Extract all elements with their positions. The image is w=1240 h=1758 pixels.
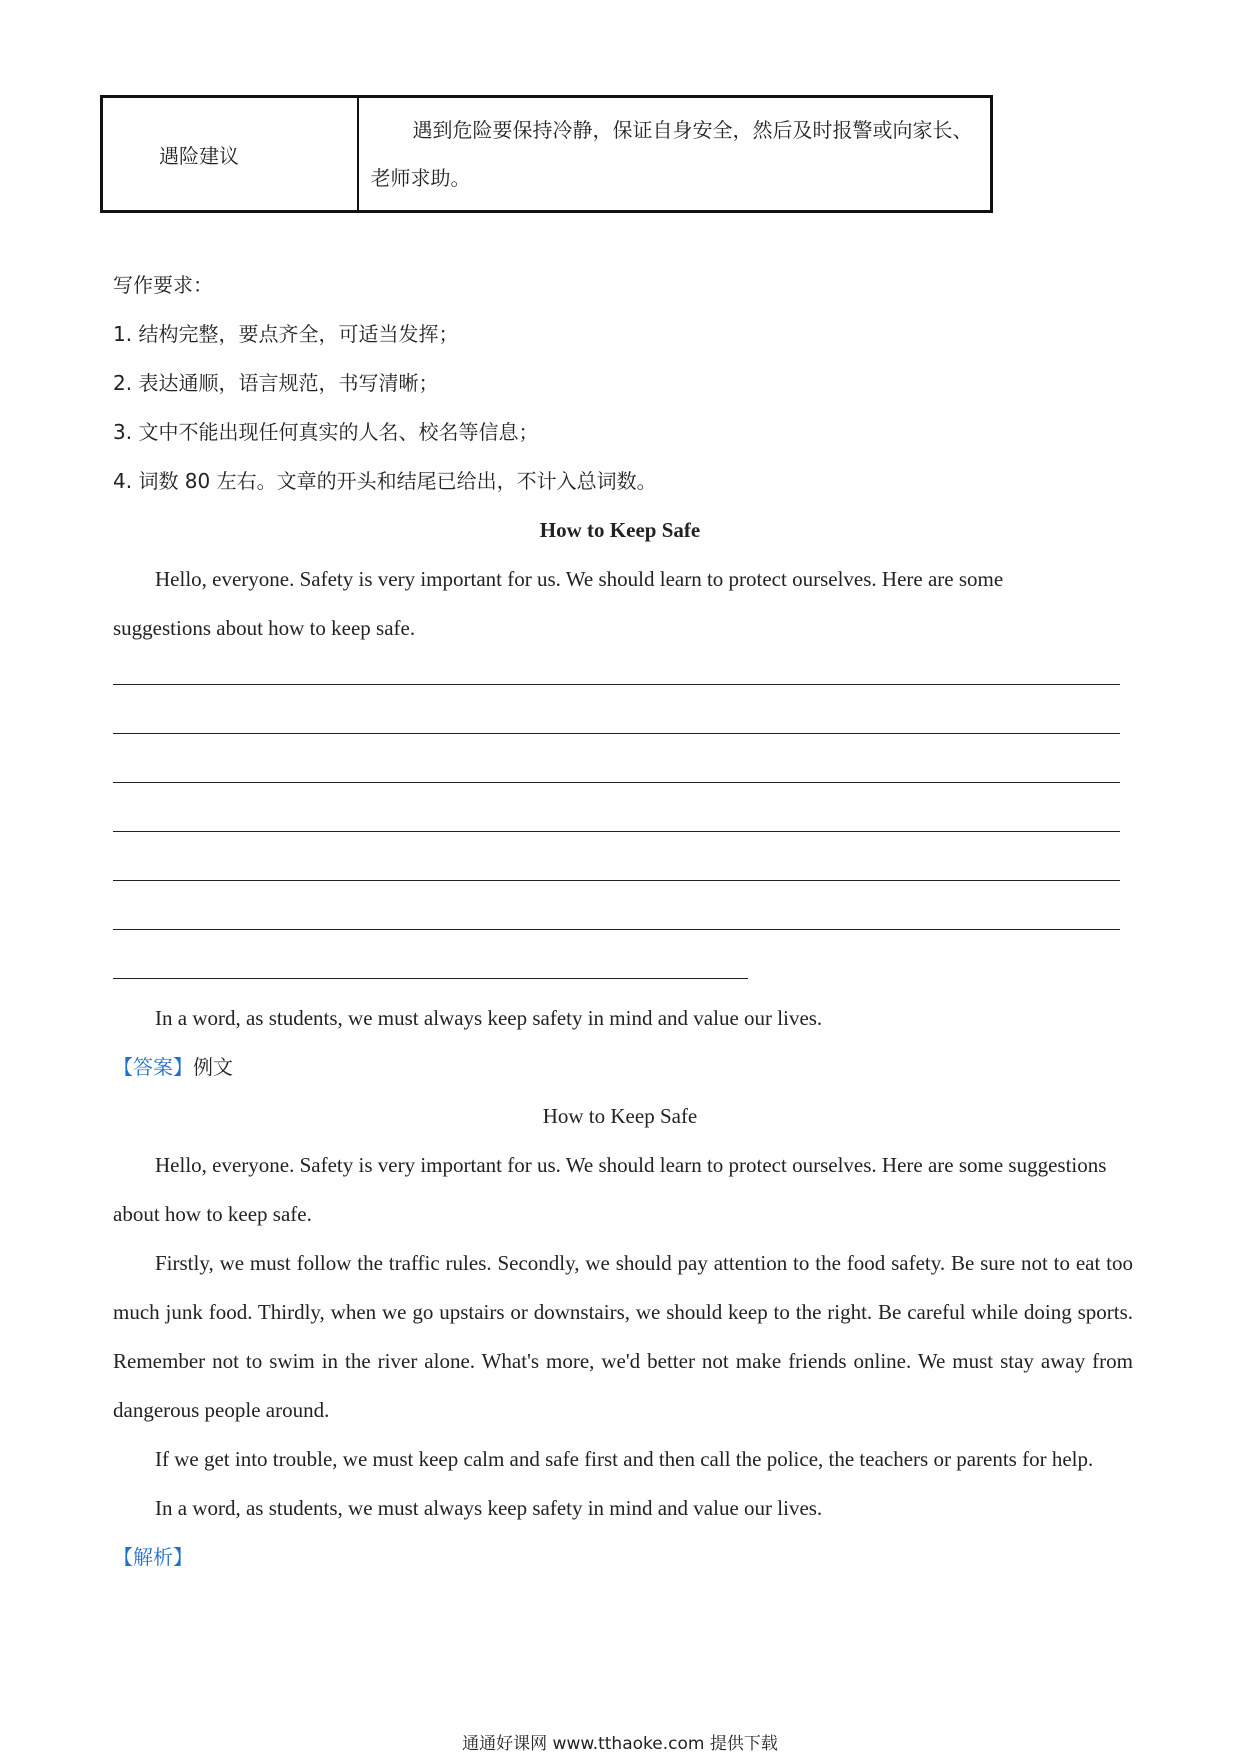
answer-paragraph: Firstly, we must follow the traffic rules. Secondly, we should pay attention to the food safety. Be sure not to eat too much junk food. Thirdly, when we go upstairs or downstairs, we should keep to the right. Be careful while doing sports. Remember not to swim in the river alone. What's more, we'd better not make friends online. We must stay away from dangerous people around. — [113, 1251, 1133, 1422]
essay-title: How to Keep Safe — [539, 518, 701, 542]
answer-paragraph: In a word, as students, we must always keep safety in mind and value our lives. — [155, 1496, 823, 1520]
answer-tag-suffix: 例文 — [193, 1055, 233, 1079]
page-footer: 通通好课网 www.tthaoke.com 提供下载 — [462, 1734, 778, 1754]
writing-line — [113, 831, 1120, 832]
writing-line — [113, 978, 748, 979]
tip-content: 遇到危险要保持冷静，保证自身安全，然后及时报警或向家长、老师求助。 — [358, 97, 992, 212]
writing-line — [113, 782, 1120, 783]
tip-table — [100, 95, 993, 213]
writing-line — [113, 929, 1120, 930]
requirement-item: 2. 表达通顺，语言规范，书写清晰； — [113, 371, 439, 395]
writing-line — [113, 880, 1120, 881]
answer-heading — [113, 1053, 233, 1081]
analysis-tag: 【解析】 — [113, 1545, 193, 1569]
requirement-item: 4. 词数 80 左右。文章的开头和结尾已给出，不计入总词数。 — [113, 469, 657, 493]
requirement-item: 1. 结构完整，要点齐全，可适当发挥； — [113, 322, 459, 346]
writing-line — [113, 684, 1120, 685]
requirement-item: 3. 文中不能出现任何真实的人名、校名等信息； — [113, 420, 539, 444]
answer-paragraph: If we get into trouble, we must keep calm and safe first and then call the police, the teachers or parents for help. — [155, 1447, 1094, 1471]
answer-paragraph: Hello, everyone. Safety is very important for us. We should learn to protect ourselves. Here are some suggestions about how to keep safe. — [113, 1153, 1107, 1226]
essay-opening-line2: suggestions about how to keep safe. — [113, 616, 416, 640]
requirements-heading: 写作要求： — [113, 273, 213, 297]
tip-label: 遇险建议 — [102, 97, 358, 212]
essay-closing: In a word, as students, we must always keep safety in mind and value our lives. — [155, 1006, 823, 1030]
writing-line — [113, 733, 1120, 734]
answer-tag: 【答案】 — [113, 1055, 193, 1079]
essay-opening-line1: Hello, everyone. Safety is very important for us. We should learn to protect ourselves. Here are some — [155, 567, 1004, 591]
answer-title: How to Keep Safe — [542, 1104, 698, 1128]
